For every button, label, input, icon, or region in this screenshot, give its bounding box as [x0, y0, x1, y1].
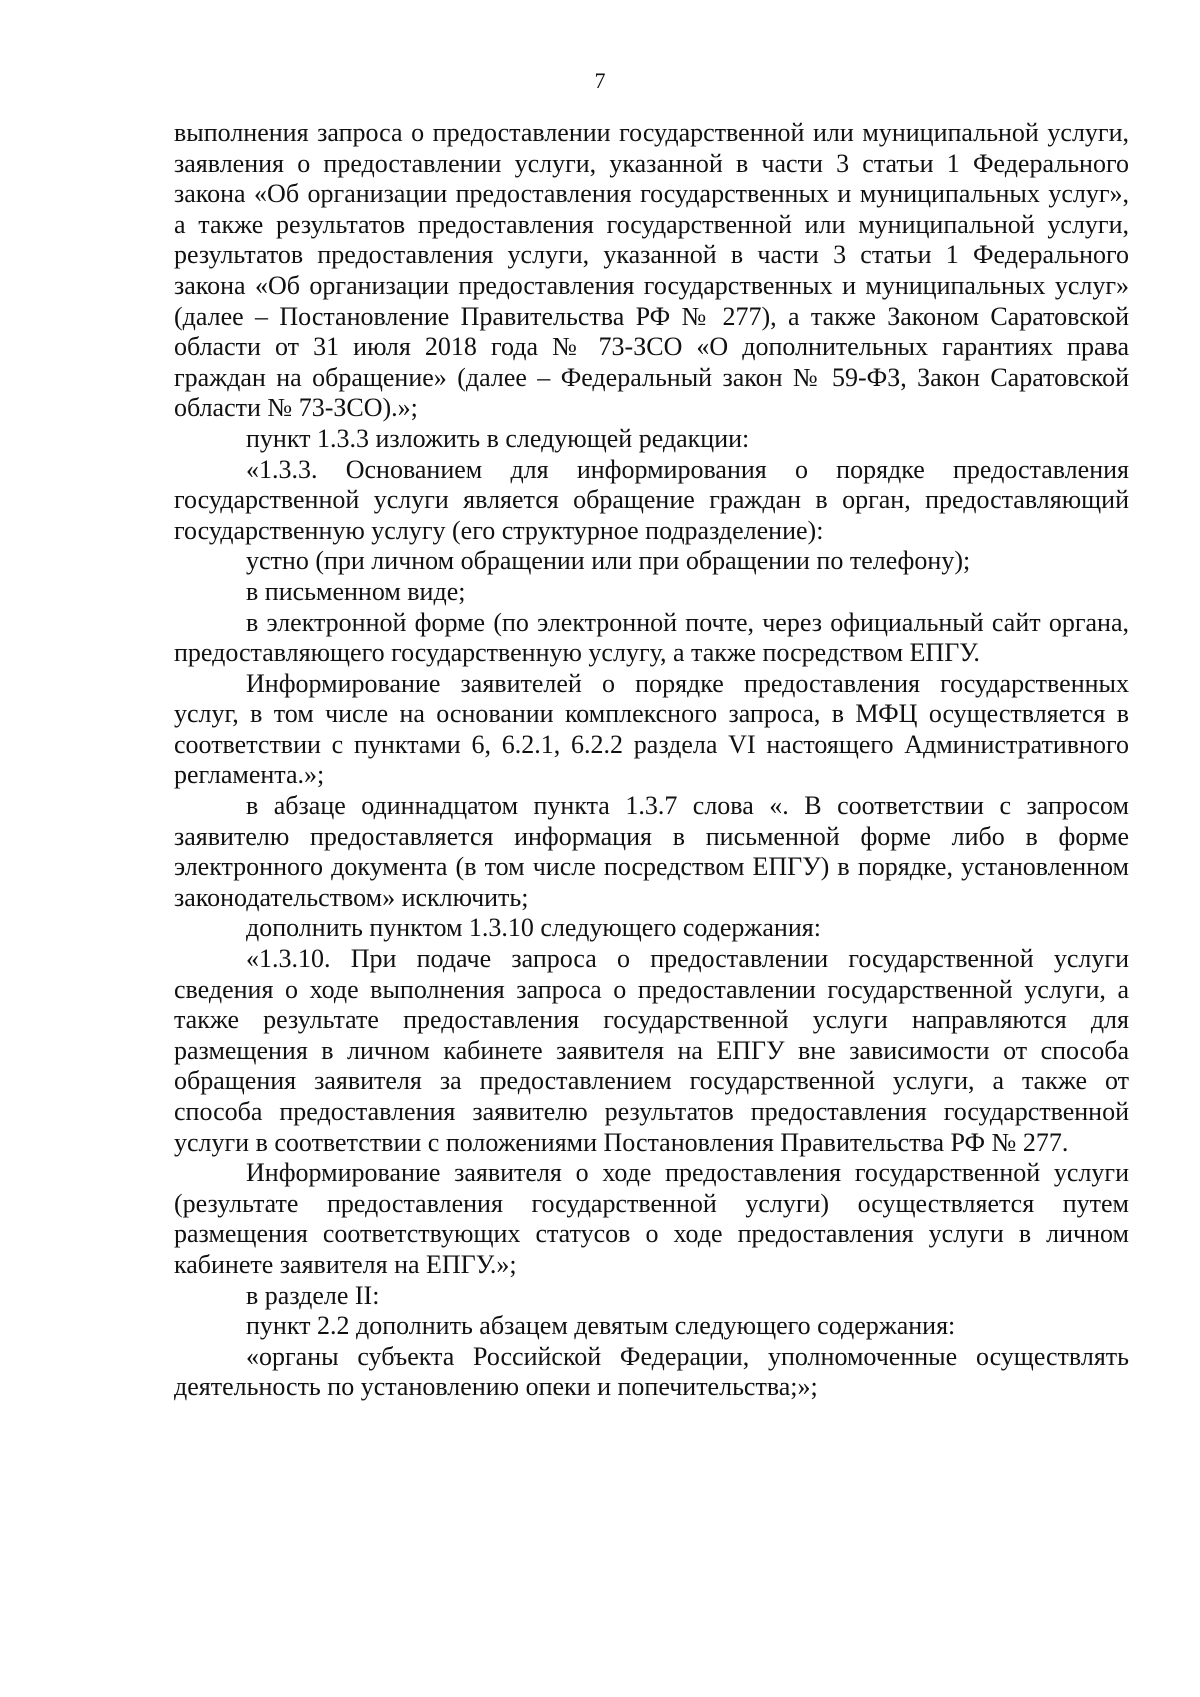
paragraph: Информирование заявителей о порядке предоставления государственных услуг, в том числе на основании комплексного запроса, в МФЦ осуществляется в соответствии с пунктами 6, 6.2.1, 6.2.2 раздела VI настоящего Административного регламента.»; [174, 668, 1129, 790]
paragraph: в разделе II: [246, 1280, 380, 1310]
paragraph: Информирование заявителя о ходе предоставления государственной услуги (результате предоставления государственной услуги) осуществляется путем размещения соответствующих статусов о ходе предоставления услуги в личном кабинете заявителя на ЕПГУ.»; [174, 1158, 1129, 1279]
paragraph: «1.3.10. При подаче запроса о предоставлении государственной услуги сведения о ходе выполнения запроса о предоставлении государственной услуги, а также результате предоставления государственной услуги направляются для размещения в личном кабинете заявителя на ЕПГУ вне зависимости от способа обращения заявителя за предоставлением государственной услуги, а также от способа предоставления заявителю результатов предоставления государственной услуги в соответствии с положениями Постановления Правительства РФ № 277. [174, 944, 1129, 1157]
page-number: 7 [594, 68, 606, 93]
paragraph: пункт 1.3.3 изложить в следующей редакции: [246, 423, 750, 453]
paragraph: в абзаце одиннадцатом пункта 1.3.7 слова «. В соответствии с запросом заявителю предоставляется информация в письменной форме либо в форме электронного документа (в том числе посредством ЕПГУ) в порядке, установленном законодательством» исключить; [174, 791, 1129, 912]
paragraph: устно (при личном обращении или при обращении по телефону); [246, 546, 971, 576]
paragraph: дополнить пунктом 1.3.10 следующего содержания: [246, 913, 821, 943]
paragraph: «1.3.3. Основанием для информирования о порядке предоставления государственной услуги является обращение граждан в орган, предоставляющий государственную услугу (его структурное подразделение): [174, 454, 1129, 545]
paragraph: пункт 2.2 дополнить абзацем девятым следующего содержания: [246, 1311, 956, 1341]
paragraph: в письменном виде; [246, 576, 466, 606]
paragraph: «органы субъекта Российской Федерации, уполномоченные осуществлять деятельность по установлению опеки и попечительства;»; [174, 1341, 1129, 1402]
paragraph: в электронной форме (по электронной почте, через официальный сайт органа, предоставляющего государственную услугу, а также посредством ЕПГУ. [174, 607, 1129, 668]
paragraph: выполнения запроса о предоставлении государственной или муниципальной услуги, заявления о предоставлении услуги, указанной в части 3 статьи 1 Федерального закона «Об организации предоставления государственных и муниципальных услуг», а также результатов предоставления государственной или муниципальной услуги, результатов предоставления услуги, указанной в части 3 статьи 1 Федерального закона «Об организации предоставления государственных и муниципальных услуг» (далее – Постановление Правительства РФ № 277), а также Законом Саратовской области от 31 июля 2018 года № 73-ЗСО «О дополнительных гарантиях права граждан на обращение» (далее – Федеральный закон № 59-ФЗ, Закон Саратовской области № 73-ЗСО).»; [174, 118, 1129, 423]
document-body [174, 118, 1129, 1403]
